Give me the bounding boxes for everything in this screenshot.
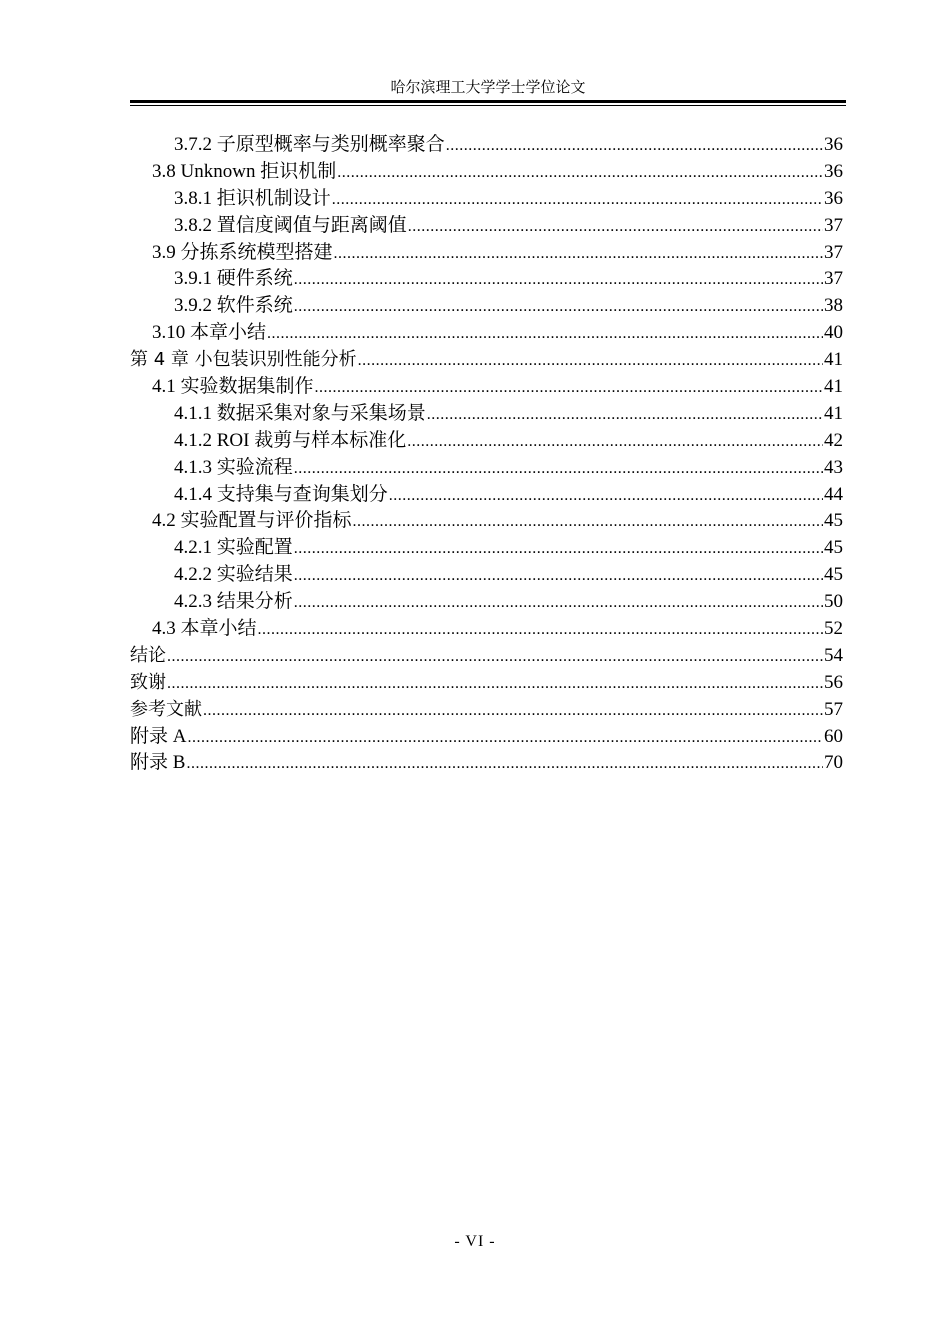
toc-entry[interactable] xyxy=(130,266,843,293)
toc-entry-title: 3.9.2 软件系统 xyxy=(174,295,293,317)
toc-entry-title: 4.2.1 实验配置 xyxy=(174,537,293,559)
toc-entry-page: 36 xyxy=(824,187,843,209)
toc-dot-leader xyxy=(427,402,823,429)
toc-entry[interactable] xyxy=(130,401,843,428)
toc-entry-page: 37 xyxy=(824,241,843,263)
toc-entry[interactable] xyxy=(130,428,843,455)
toc-dot-leader xyxy=(315,375,823,402)
toc-entry-page: 56 xyxy=(824,671,843,693)
toc-dot-leader xyxy=(446,133,823,160)
toc-dot-leader xyxy=(408,214,823,241)
toc-entry-title: 3.9.1 硬件系统 xyxy=(174,268,293,290)
toc-entry[interactable] xyxy=(130,320,843,347)
toc-entry-page: 40 xyxy=(824,322,843,344)
toc-dot-leader xyxy=(294,563,823,590)
toc-entry-title: 4.2.2 实验结果 xyxy=(174,564,293,586)
toc-entry-title: 3.8.2 置信度阈值与距离阈值 xyxy=(174,214,407,236)
toc-dot-leader xyxy=(337,160,823,187)
toc-entry-title: 4.1.4 支持集与查询集划分 xyxy=(174,483,388,505)
toc-entry-title: 3.7.2 子原型概率与类别概率聚合 xyxy=(174,134,445,155)
toc-entry[interactable] xyxy=(130,697,843,724)
toc-entry[interactable] xyxy=(130,159,843,186)
toc-dot-leader xyxy=(167,671,823,698)
running-header: 哈尔滨理工大学学士学位论文 xyxy=(390,80,586,96)
toc-entry-title: 附录 B xyxy=(130,752,186,774)
toc-entry-page: 36 xyxy=(824,134,843,155)
toc-entry-page: 70 xyxy=(824,752,843,774)
toc-entry-title: 3.10 本章小结 xyxy=(152,322,267,344)
toc-entry[interactable] xyxy=(130,508,843,535)
toc-entry[interactable] xyxy=(130,240,843,267)
toc-entry-page: 44 xyxy=(824,483,843,505)
toc-entry-page: 45 xyxy=(824,537,843,559)
toc-entry[interactable] xyxy=(130,132,843,159)
toc-entry-page: 37 xyxy=(824,214,843,236)
toc-entry[interactable] xyxy=(130,750,843,777)
toc-entry[interactable] xyxy=(130,374,843,401)
toc-dot-leader xyxy=(167,644,823,671)
toc-entry-page: 36 xyxy=(824,160,843,182)
toc-entry-page: 41 xyxy=(824,376,843,398)
toc-entry-title: 4.1.1 数据采集对象与采集场景 xyxy=(174,402,426,424)
toc-dot-leader xyxy=(389,483,823,510)
toc-entry[interactable] xyxy=(130,347,843,374)
toc-entry[interactable] xyxy=(130,186,843,213)
toc-entry[interactable] xyxy=(130,482,843,509)
toc-entry-title: 4.2 实验配置与评价指标 xyxy=(152,510,352,532)
toc-entry-page: 45 xyxy=(824,510,843,532)
toc-dot-leader xyxy=(353,509,823,536)
toc-entry-title: 4.2.3 结果分析 xyxy=(174,591,293,613)
toc-entry-page: 41 xyxy=(824,402,843,424)
toc-dot-leader xyxy=(294,536,823,563)
toc-dot-leader xyxy=(258,617,823,644)
toc-dot-leader xyxy=(407,429,823,456)
toc-dot-leader xyxy=(267,321,823,348)
toc-dot-leader xyxy=(294,456,823,483)
toc-entry-page: 45 xyxy=(824,564,843,586)
toc-entry[interactable] xyxy=(130,213,843,240)
toc-entry-page: 52 xyxy=(824,618,843,640)
toc-entry-title: 参考文献 xyxy=(130,698,202,720)
toc-dot-leader xyxy=(332,187,823,214)
toc-dot-leader xyxy=(358,348,823,375)
toc-entry[interactable] xyxy=(130,455,843,482)
header-rule-thick xyxy=(130,100,846,103)
toc-entry-title: 第 4 章 小包装识别性能分析 xyxy=(130,349,357,371)
toc-dot-leader xyxy=(334,241,823,268)
toc-entry-title: 4.1 实验数据集制作 xyxy=(152,376,314,398)
toc-dot-leader xyxy=(294,267,823,294)
toc-entry[interactable] xyxy=(130,562,843,589)
toc-entry[interactable] xyxy=(130,589,843,616)
toc-entry-page: 43 xyxy=(824,456,843,478)
toc-entry-title: 3.9 分拣系统模型搭建 xyxy=(152,241,333,263)
toc-entry[interactable] xyxy=(130,724,843,751)
toc-entry[interactable] xyxy=(130,616,843,643)
table-of-contents xyxy=(130,132,843,777)
toc-entry-page: 60 xyxy=(824,725,843,747)
toc-entry-page: 38 xyxy=(824,295,843,317)
toc-dot-leader xyxy=(294,590,823,617)
toc-entry-page: 50 xyxy=(824,591,843,613)
header-rule-thin xyxy=(130,105,846,106)
toc-dot-leader xyxy=(294,294,823,321)
toc-entry-title: 4.1.3 实验流程 xyxy=(174,456,293,478)
toc-entry-page: 54 xyxy=(824,644,843,666)
toc-entry[interactable] xyxy=(130,643,843,670)
page-number: - VI - xyxy=(454,1233,496,1250)
toc-dot-leader xyxy=(203,698,823,725)
toc-entry-page: 41 xyxy=(824,349,843,371)
toc-entry-page: 42 xyxy=(824,429,843,451)
toc-entry[interactable] xyxy=(130,293,843,320)
toc-entry-title: 附录 A xyxy=(130,725,187,747)
toc-entry-title: 致谢 xyxy=(130,671,166,693)
toc-dot-leader xyxy=(186,751,823,778)
toc-entry[interactable] xyxy=(130,670,843,697)
toc-entry-title: 4.3 本章小结 xyxy=(152,618,257,640)
toc-entry-page: 57 xyxy=(824,698,843,720)
toc-entry-title: 结论 xyxy=(130,644,166,666)
toc-entry[interactable] xyxy=(130,535,843,562)
toc-entry-title: 3.8.1 拒识机制设计 xyxy=(174,187,331,209)
toc-entry-title: 3.8 Unknown 拒识机制 xyxy=(152,160,337,182)
toc-dot-leader xyxy=(187,725,823,752)
toc-entry-page: 37 xyxy=(824,268,843,290)
toc-entry-title: 4.1.2 ROI 裁剪与样本标准化 xyxy=(174,429,407,451)
